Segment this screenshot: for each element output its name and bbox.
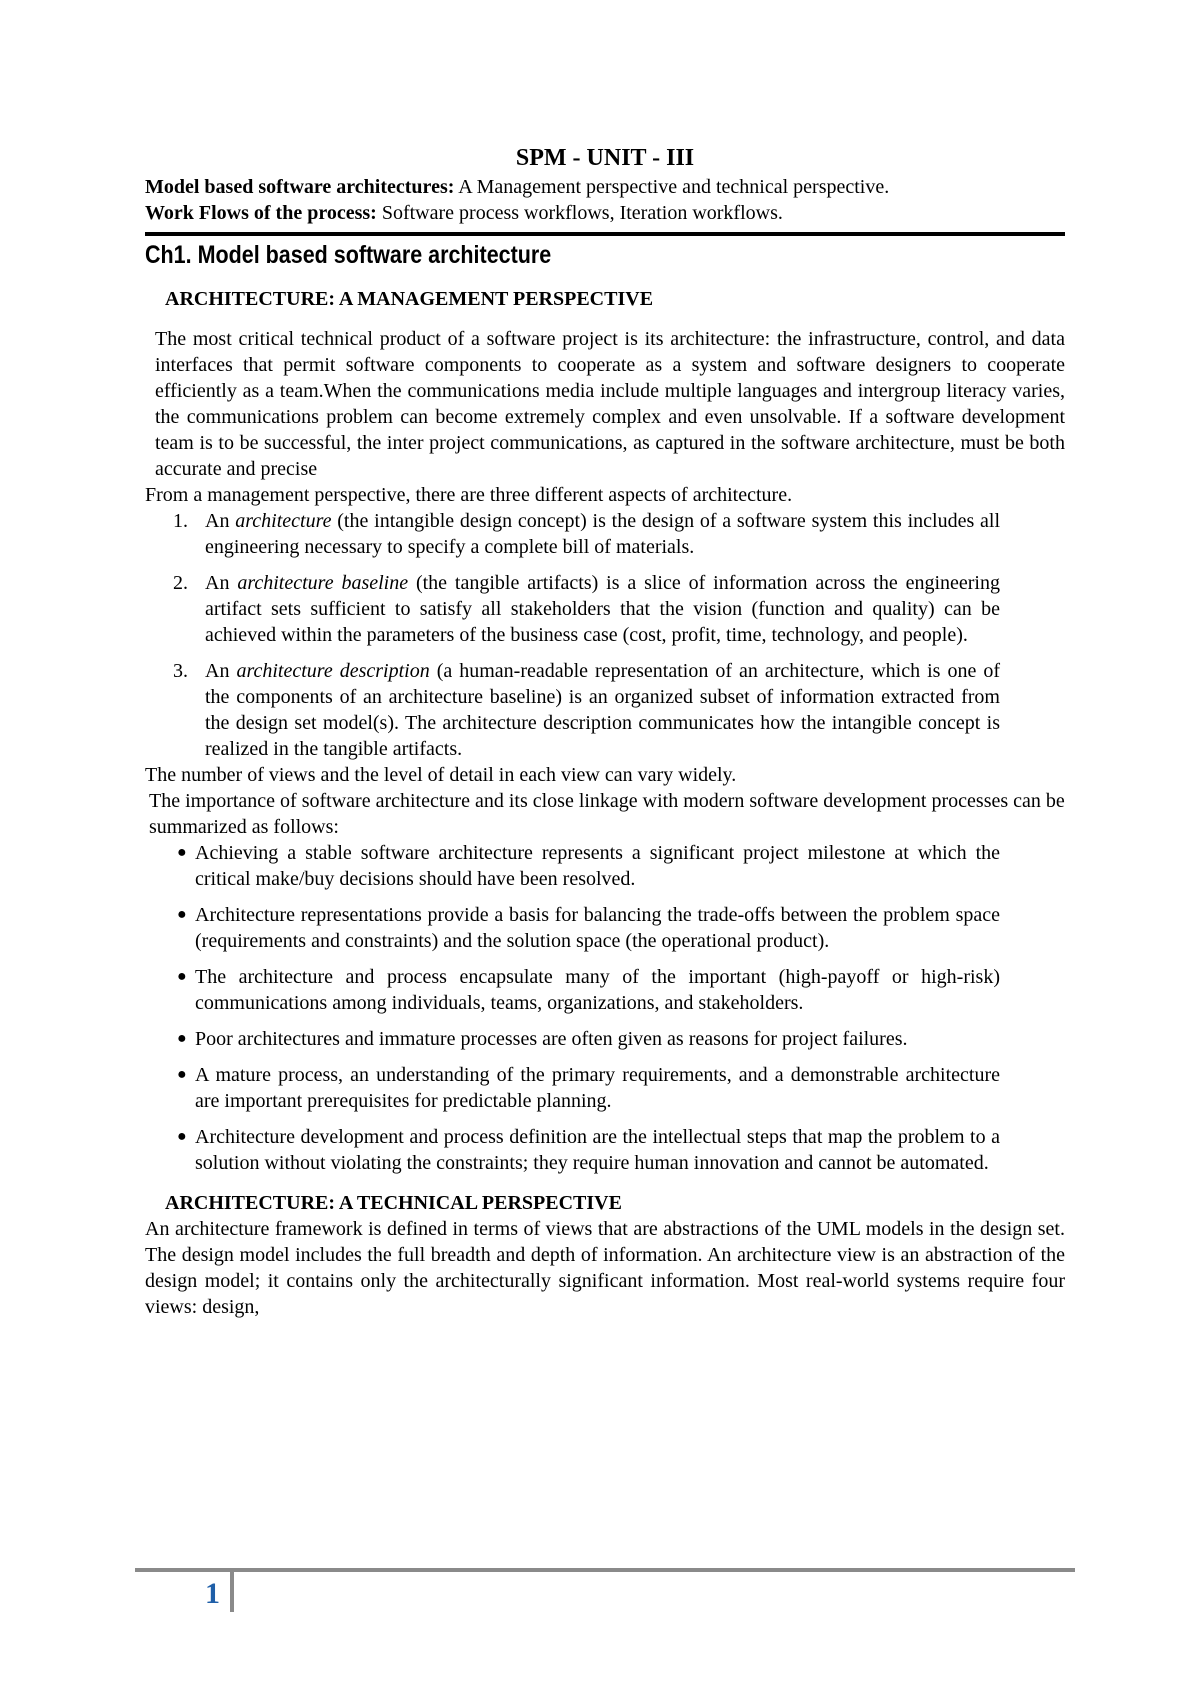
document-page [145,145,1065,1320]
list-item: ● Architecture representations provide a basis for balancing the trade-offs between the problem space (requirements and constraints) and the solution space (the operational product). [177,904,1000,952]
topics-label: Model based software architectures: [145,176,455,198]
management-intro-paragraph: The most critical technical product of a software project is its architecture: the infrastructure, control, and data interfaces that permit software components to cooperate as a system and software designers to cooperate efficiently as a team.When the communications media include multiple languages and intergroup literacy varies, the communications problem can become extremely complex and even unsolvable. If a software development team is to be successful, the inter project communications, as captured in the software architecture, must be both accurate and precise [155,328,1065,480]
topics-text: A Management perspective and technical perspective. [454,176,890,198]
topics-text: Software process workflows, Iteration workflows. [376,202,783,224]
list-item: 3. An architecture description (a human-readable representation of an architecture, which is one of the components of an architecture baseline) is an organized subset of information extracted from the design set model(s). The architecture description communicates how the intangible concept is realized in the tangible artifacts. [173,660,1000,760]
header-divider [145,232,1065,236]
aspects-list [145,508,1065,762]
section-heading-technical: ARCHITECTURE: A TECHNICAL PERSPECTIVE [165,1192,622,1214]
list-item: 1. An architecture (the intangible design concept) is the design of a software system this includes all engineering necessary to specify a complete bill of materials. [173,510,1000,558]
bullet-icon: ● [177,968,187,985]
importance-bullets [145,840,1065,1176]
list-item: ● Poor architectures and immature processes are often given as reasons for project failures. [177,1028,908,1050]
importance-intro: The importance of software architecture and its close linkage with modern software development processes can be summarized as follows: [149,790,1065,838]
page-number-bar [230,1570,234,1612]
list-item: 2. An architecture baseline (the tangible artifacts) is a slice of information across the engineering artifact sets sufficient to satisfy all stakeholders that the vision (function and quality) can be achieved within the parameters of the business case (cost, profit, time, technology, and people). [173,572,1000,646]
views-note: The number of views and the level of detail in each view can vary widely. [145,764,737,786]
bullet-icon: ● [177,906,187,923]
topics-line-workflows [145,200,1065,226]
list-item: ● The architecture and process encapsulate many of the important (high-payoff or high-risk) communications among individuals, teams, organizations, and stakeholders. [177,966,1000,1014]
section-heading-management: ARCHITECTURE: A MANAGEMENT PERSPECTIVE [165,288,654,310]
document-title: SPM - UNIT - III [515,145,695,171]
chapter-title: Ch1. Model based software architecture [145,241,552,269]
topics-line-architectures [145,174,1065,200]
page-number: 1 [205,1577,220,1610]
list-item: ● Achieving a stable software architecture represents a significant project milestone at which the critical make/buy decisions should have been resolved. [177,842,1000,890]
list-item: ● Architecture development and process definition are the intellectual steps that map the problem to a solution without violating the constraints; they require human innovation and cannot be automated. [177,1126,1000,1174]
technical-paragraph: An architecture framework is defined in terms of views that are abstractions of the UML models in the design set. The design model includes the full breadth and depth of information. An architecture view is an abstraction of the design model; it contains only the architecturally significant information. Most real-world systems require four views: design, [145,1218,1065,1318]
bullet-icon: ● [177,1066,187,1083]
topics-label: Work Flows of the process: [145,202,377,224]
list-item: ● A mature process, an understanding of the primary requirements, and a demonstrable architecture are important prerequisites for predictable planning. [177,1064,1000,1112]
footer-divider [135,1568,1075,1572]
bullet-icon: ● [177,1030,187,1047]
bullet-icon: ● [177,1128,187,1145]
aspects-intro: From a management perspective, there are three different aspects of architecture. [145,484,793,506]
bullet-icon: ● [177,844,187,861]
